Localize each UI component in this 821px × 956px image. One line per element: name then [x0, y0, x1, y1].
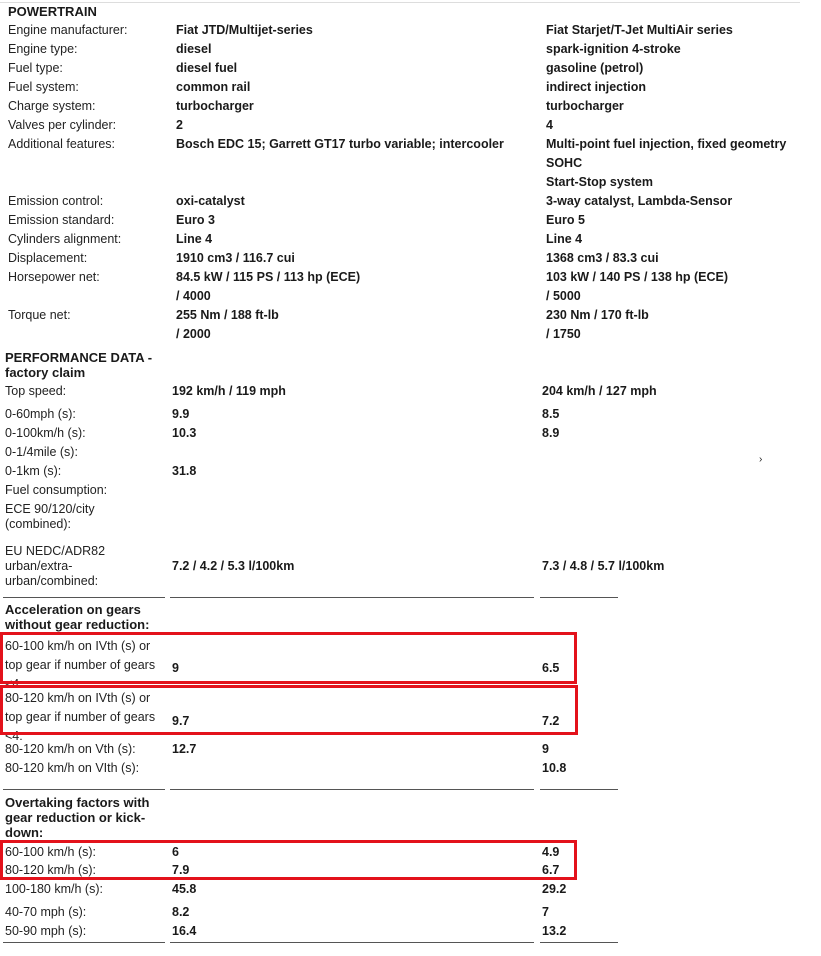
- highlight-box-overtaking: [0, 840, 577, 880]
- divider: [540, 789, 618, 790]
- value-a-80-120-kmh: 7.9: [172, 863, 190, 877]
- value-a-50-90-mph: 16.4: [172, 924, 197, 938]
- divider: [540, 942, 618, 943]
- value-b-engine-manufacturer: Fiat Starjet/T-Jet MultiAir series: [546, 23, 733, 37]
- label-additional-features: Additional features:: [8, 137, 116, 151]
- value-a-torque-rpm: / 2000: [176, 327, 211, 341]
- value-b-emission-control: 3-way catalyst, Lambda-Sensor: [546, 194, 733, 208]
- value-b-emission-standard: Euro 5: [546, 213, 585, 227]
- label-100-180-kmh: 100-180 km/h (s):: [5, 882, 103, 896]
- value-a-80-120-vth: 12.7: [172, 742, 197, 756]
- value-a-60-100-kmh: 6: [172, 845, 179, 859]
- value-a-torque-net: 255 Nm / 188 ft-lb: [176, 308, 279, 322]
- value-a-horsepower-rpm: / 4000: [176, 289, 211, 303]
- value-a-fuel-type: diesel fuel: [176, 61, 238, 75]
- value-b-0-100kmh: 8.9: [542, 426, 560, 440]
- divider: [3, 942, 165, 943]
- value-a-0-60mph: 9.9: [172, 407, 190, 421]
- divider: [540, 597, 618, 598]
- value-b-torque-net: 230 Nm / 170 ft-lb: [546, 308, 649, 322]
- value-b-80-120-vth: 9: [542, 742, 549, 756]
- label-40-70-mph: 40-70 mph (s):: [5, 905, 87, 919]
- label-ece-consumption: ECE 90/120/city (combined):: [5, 502, 95, 531]
- value-b-torque-rpm: / 1750: [546, 327, 581, 341]
- value-a-valves-per-cylinder: 2: [176, 118, 183, 132]
- top-border: [0, 2, 800, 3]
- label-horsepower-net: Horsepower net:: [8, 270, 100, 284]
- value-b-40-70-mph: 7: [542, 905, 549, 919]
- value-a-charge-system: turbocharger: [176, 99, 254, 113]
- label-80-120-vith: 80-120 km/h on VIth (s):: [5, 761, 140, 775]
- value-a-eu-nedc: 7.2 / 4.2 / 5.3 l/100km: [172, 559, 295, 573]
- label-cylinders-alignment: Cylinders alignment:: [8, 232, 122, 246]
- value-a-top-speed: 192 km/h / 119 mph: [172, 384, 286, 398]
- divider: [170, 597, 534, 598]
- value-a-horsepower-net: 84.5 kW / 115 PS / 113 hp (ECE): [176, 270, 361, 284]
- value-a-displacement: 1910 cm3 / 116.7 cui: [176, 251, 295, 265]
- label-fuel-system: Fuel system:: [8, 80, 79, 94]
- label-50-90-mph: 50-90 mph (s):: [5, 924, 87, 938]
- section-title-powertrain: POWERTRAIN: [8, 4, 97, 19]
- section-title-acceleration: Acceleration on gears without gear reduction:: [5, 602, 150, 632]
- value-b-80-120-vith: 10.8: [542, 761, 567, 775]
- value-b-additional-features-1: Multi-point fuel injection, fixed geometry: [546, 137, 787, 151]
- value-b-additional-features-3: Start-Stop system: [546, 175, 653, 189]
- value-a-additional-features: Bosch EDC 15; Garrett GT17 turbo variable; intercooler: [176, 137, 504, 151]
- value-a-0-1km: 31.8: [172, 464, 197, 478]
- label-0-60mph: 0-60mph (s):: [5, 407, 76, 421]
- value-b-50-90-mph: 13.2: [542, 924, 567, 938]
- value-a-80-120-ivth: 9.7: [172, 714, 190, 728]
- label-80-120-vth: 80-120 km/h on Vth (s):: [5, 742, 136, 756]
- label-engine-manufacturer: Engine manufacturer:: [8, 23, 128, 37]
- label-fuel-consumption: Fuel consumption:: [5, 483, 108, 497]
- divider: [3, 597, 165, 598]
- value-b-displacement: 1368 cm3 / 83.3 cui: [546, 251, 659, 265]
- value-b-eu-nedc: 7.3 / 4.8 / 5.7 l/100km: [542, 559, 665, 573]
- value-a-engine-type: diesel: [176, 42, 212, 56]
- value-a-100-180-kmh: 45.8: [172, 882, 197, 896]
- value-a-fuel-system: common rail: [176, 80, 251, 94]
- label-charge-system: Charge system:: [8, 99, 96, 113]
- label-torque-net: Torque net:: [8, 308, 71, 322]
- label-engine-type: Engine type:: [8, 42, 78, 56]
- value-a-emission-standard: Euro 3: [176, 213, 215, 227]
- section-title-overtaking: Overtaking factors with gear reduction or kick-down:: [5, 795, 150, 840]
- label-80-120-kmh: 80-120 km/h (s):: [5, 863, 97, 877]
- label-0-100kmh: 0-100km/h (s):: [5, 426, 86, 440]
- divider: [170, 942, 534, 943]
- value-b-80-120-ivth: 7.2: [542, 714, 560, 728]
- value-a-cylinders-alignment: Line 4: [176, 232, 213, 246]
- label-fuel-type: Fuel type:: [8, 61, 63, 75]
- divider: [3, 789, 165, 790]
- label-eu-nedc: EU NEDC/ADR82 urban/extra-urban/combined:: [5, 544, 106, 588]
- value-b-horsepower-rpm: / 5000: [546, 289, 581, 303]
- value-b-fuel-type: gasoline (petrol): [546, 61, 644, 75]
- value-b-top-speed: 204 km/h / 127 mph: [542, 384, 657, 398]
- value-b-0-60mph: 8.5: [542, 407, 560, 421]
- divider: [170, 789, 534, 790]
- label-60-100-ivth: 60-100 km/h on IVth (s) or top gear if number of gears <4:: [5, 639, 156, 691]
- value-b-100-180-kmh: 29.2: [542, 882, 567, 896]
- label-top-speed: Top speed:: [5, 384, 67, 398]
- value-a-emission-control: oxi-catalyst: [176, 194, 245, 208]
- value-b-engine-type: spark-ignition 4-stroke: [546, 42, 681, 56]
- value-b-60-100-ivth: 6.5: [542, 661, 560, 675]
- value-b-additional-features-2: SOHC: [546, 156, 583, 170]
- label-0-quarter-mile: 0-1/4mile (s):: [5, 445, 78, 459]
- label-displacement: Displacement:: [8, 251, 88, 265]
- value-b-valves-per-cylinder: 4: [546, 118, 553, 132]
- label-emission-standard: Emission standard:: [8, 213, 115, 227]
- value-b-horsepower-net: 103 kW / 140 PS / 138 hp (ECE): [546, 270, 729, 284]
- value-b-80-120-kmh: 6.7: [542, 863, 560, 877]
- value-b-charge-system: turbocharger: [546, 99, 624, 113]
- label-emission-control: Emission control:: [8, 194, 104, 208]
- highlight-box-80-120-ivth: [0, 685, 578, 743]
- value-b-fuel-system: indirect injection: [546, 80, 647, 94]
- label-60-100-kmh: 60-100 km/h (s):: [5, 845, 97, 859]
- value-a-0-100kmh: 10.3: [172, 426, 197, 440]
- value-b-cylinders-alignment: Line 4: [546, 232, 583, 246]
- value-a-40-70-mph: 8.2: [172, 905, 190, 919]
- value-a-engine-manufacturer: Fiat JTD/Multijet-series: [176, 23, 313, 37]
- value-b-60-100-kmh: 4.9: [542, 845, 560, 859]
- stray-mark: ›: [759, 454, 763, 465]
- section-title-performance: PERFORMANCE DATA - factory claim: [5, 350, 153, 380]
- highlight-box-60-100-ivth: [0, 632, 577, 691]
- value-a-60-100-ivth: 9: [172, 661, 179, 675]
- label-valves-per-cylinder: Valves per cylinder:: [8, 118, 117, 132]
- label-0-1km: 0-1km (s):: [5, 464, 62, 478]
- label-80-120-ivth: 80-120 km/h on IVth (s) or top gear if number of gears <4:: [5, 691, 156, 743]
